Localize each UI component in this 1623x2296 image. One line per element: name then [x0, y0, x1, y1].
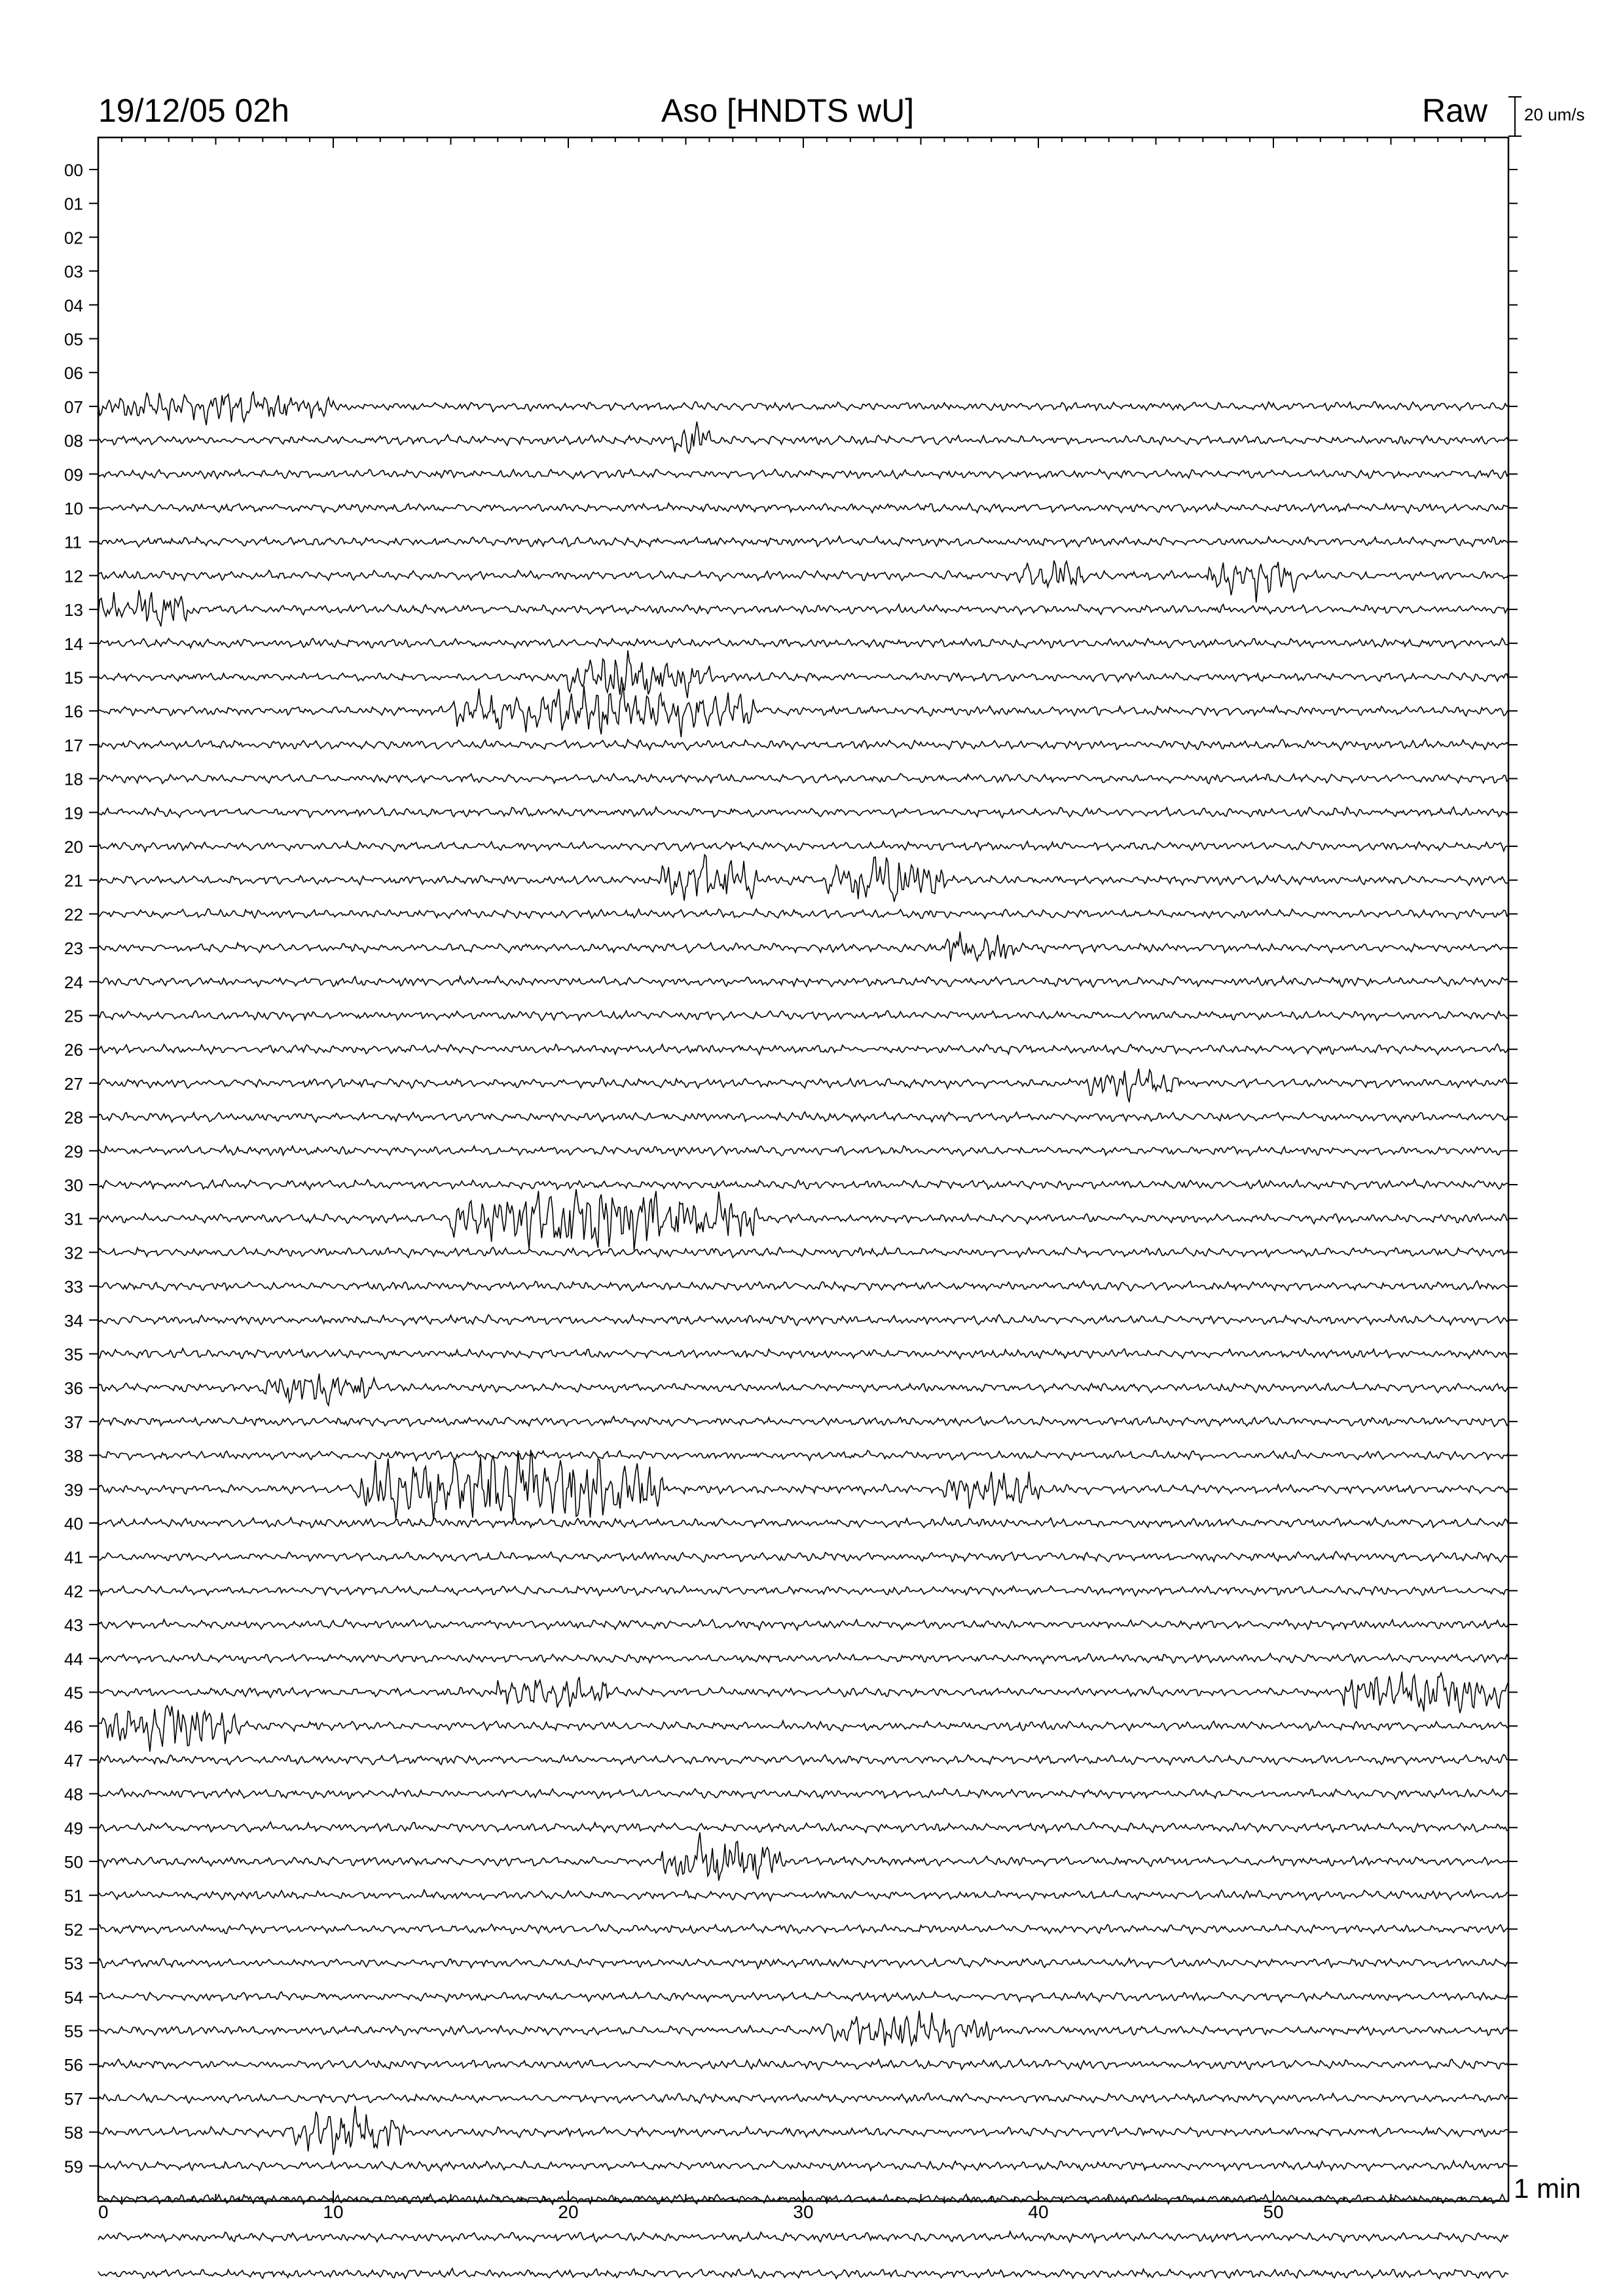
trace-row-26 — [98, 1044, 1508, 1054]
row-label: 50 — [64, 1852, 83, 1872]
trace-row-29 — [98, 1145, 1508, 1156]
row-label: 59 — [64, 2157, 83, 2177]
row-label: 23 — [64, 939, 83, 959]
row-label: 08 — [64, 431, 83, 451]
trace-row-52 — [98, 1924, 1508, 1934]
trace-row-44 — [98, 1653, 1508, 1664]
trace-row-57 — [98, 2093, 1508, 2104]
row-label: 54 — [64, 1987, 83, 2007]
time-unit-label: 1 min — [1514, 2173, 1581, 2204]
trace-row-24 — [98, 977, 1508, 988]
trace-group — [98, 391, 1508, 2171]
plot-frame — [98, 137, 1508, 2201]
x-tick-label: 0 — [98, 2202, 109, 2222]
overflow-trace — [98, 2269, 1508, 2279]
trace-row-08 — [98, 422, 1508, 453]
trace-row-18 — [98, 774, 1508, 784]
trace-row-50 — [98, 1833, 1508, 1881]
trace-row-37 — [98, 1416, 1508, 1427]
row-label: 32 — [64, 1243, 83, 1263]
row-label: 05 — [64, 329, 83, 350]
row-label: 31 — [64, 1209, 83, 1229]
trace-row-38 — [98, 1450, 1508, 1461]
trace-row-51 — [98, 1890, 1508, 1901]
row-label: 22 — [64, 905, 83, 925]
trace-row-35 — [98, 1348, 1508, 1359]
trace-row-15 — [98, 651, 1508, 698]
trace-row-36 — [98, 1374, 1508, 1406]
trace-row-58 — [98, 2106, 1508, 2155]
trace-row-25 — [98, 1011, 1508, 1021]
row-label: 48 — [64, 1784, 83, 1804]
row-label: 06 — [64, 363, 83, 384]
trace-row-23 — [98, 931, 1508, 961]
trace-row-20 — [98, 841, 1508, 852]
trace-row-28 — [98, 1112, 1508, 1122]
trace-row-14 — [98, 638, 1508, 648]
trace-row-42 — [98, 1586, 1508, 1596]
row-label: 11 — [64, 532, 82, 552]
trace-row-22 — [98, 909, 1508, 920]
trace-row-10 — [98, 503, 1508, 513]
trace-row-41 — [98, 1551, 1508, 1562]
mode-label: Raw — [1422, 92, 1488, 129]
trace-row-53 — [98, 1958, 1508, 1969]
trace-row-43 — [98, 1619, 1508, 1630]
trace-row-40 — [98, 1518, 1508, 1528]
trace-row-46 — [98, 1706, 1508, 1751]
trace-row-56 — [98, 2059, 1508, 2070]
x-tick-label: 50 — [1263, 2202, 1284, 2222]
trace-row-21 — [98, 855, 1508, 902]
trace-row-54 — [98, 1992, 1508, 2002]
trace-row-30 — [98, 1179, 1508, 1189]
trace-row-49 — [98, 1822, 1508, 1833]
amplitude-scale-label: 20 um/s — [1524, 105, 1585, 124]
trace-row-07 — [98, 391, 1508, 425]
trace-row-33 — [98, 1281, 1508, 1291]
row-label: 51 — [64, 1886, 83, 1906]
row-label: 39 — [64, 1480, 83, 1500]
x-tick-labels — [98, 2202, 1284, 2222]
row-label: 17 — [64, 735, 83, 755]
row-label: 24 — [64, 972, 83, 992]
row-label: 33 — [64, 1277, 83, 1297]
row-label: 27 — [64, 1073, 83, 1094]
row-label: 40 — [64, 1514, 83, 1534]
row-label: 36 — [64, 1378, 83, 1399]
row-label: 49 — [64, 1818, 83, 1839]
trace-row-16 — [98, 683, 1508, 737]
row-label: 07 — [64, 397, 83, 417]
row-label: 37 — [64, 1412, 83, 1432]
x-tick-label: 20 — [558, 2202, 579, 2222]
row-label: 15 — [64, 668, 83, 688]
row-label: 14 — [64, 634, 83, 654]
trace-row-12 — [98, 560, 1508, 602]
trace-row-32 — [98, 1247, 1508, 1258]
row-label: 57 — [64, 2089, 83, 2109]
row-label: 53 — [64, 1954, 83, 1974]
row-label: 19 — [64, 803, 83, 823]
row-label: 52 — [64, 1920, 83, 1940]
row-label: 55 — [64, 2021, 83, 2041]
row-label: 42 — [64, 1581, 83, 1602]
trace-row-31 — [98, 1189, 1508, 1251]
x-tick-label: 40 — [1028, 2202, 1049, 2222]
row-label: 21 — [64, 870, 83, 891]
trace-row-19 — [98, 807, 1508, 817]
trace-row-39 — [98, 1450, 1508, 1521]
trace-row-13 — [98, 590, 1508, 627]
row-label: 30 — [64, 1175, 83, 1195]
row-label: 03 — [64, 262, 83, 282]
row-label: 25 — [64, 1006, 83, 1026]
row-label: 46 — [64, 1717, 83, 1737]
row-label: 38 — [64, 1446, 83, 1466]
trace-row-48 — [98, 1789, 1508, 1799]
trace-row-09 — [98, 469, 1508, 479]
row-label: 10 — [64, 499, 83, 518]
row-label: 44 — [64, 1649, 83, 1669]
row-label: 26 — [64, 1040, 83, 1060]
trace-row-59 — [98, 2161, 1508, 2172]
row-label: 29 — [64, 1141, 83, 1162]
row-label: 43 — [64, 1615, 83, 1636]
date-hour-label: 19/12/05 02h — [98, 92, 289, 129]
trace-row-27 — [98, 1069, 1508, 1103]
row-label: 34 — [64, 1310, 83, 1331]
trace-row-45 — [98, 1672, 1508, 1713]
x-tick-label: 30 — [793, 2202, 814, 2222]
row-label: 02 — [64, 228, 83, 248]
row-label: 47 — [64, 1750, 83, 1770]
row-label: 20 — [64, 837, 83, 857]
trace-row-34 — [98, 1315, 1508, 1326]
row-label: 58 — [64, 2123, 83, 2143]
row-label: 12 — [64, 566, 83, 586]
row-label: 00 — [64, 160, 83, 180]
trace-row-17 — [98, 740, 1508, 751]
row-labels — [64, 160, 1518, 2176]
row-label: 56 — [64, 2055, 83, 2075]
row-label: 01 — [64, 194, 83, 214]
row-label: 35 — [64, 1344, 83, 1365]
station-title: Aso [HNDTS wU] — [661, 92, 915, 129]
overflow-trace — [98, 2232, 1508, 2242]
row-label: 28 — [64, 1107, 83, 1128]
row-label: 16 — [64, 702, 83, 722]
x-tick-label: 10 — [323, 2202, 344, 2222]
row-label: 04 — [64, 295, 83, 315]
tick-marks — [98, 137, 1508, 2201]
row-label: 09 — [64, 465, 83, 485]
row-label: 45 — [64, 1683, 83, 1703]
row-label: 13 — [64, 600, 83, 620]
row-label: 18 — [64, 769, 83, 789]
trace-row-55 — [98, 2011, 1508, 2047]
trace-row-11 — [98, 536, 1508, 547]
trace-row-47 — [98, 1755, 1508, 1765]
row-label: 41 — [64, 1547, 83, 1568]
